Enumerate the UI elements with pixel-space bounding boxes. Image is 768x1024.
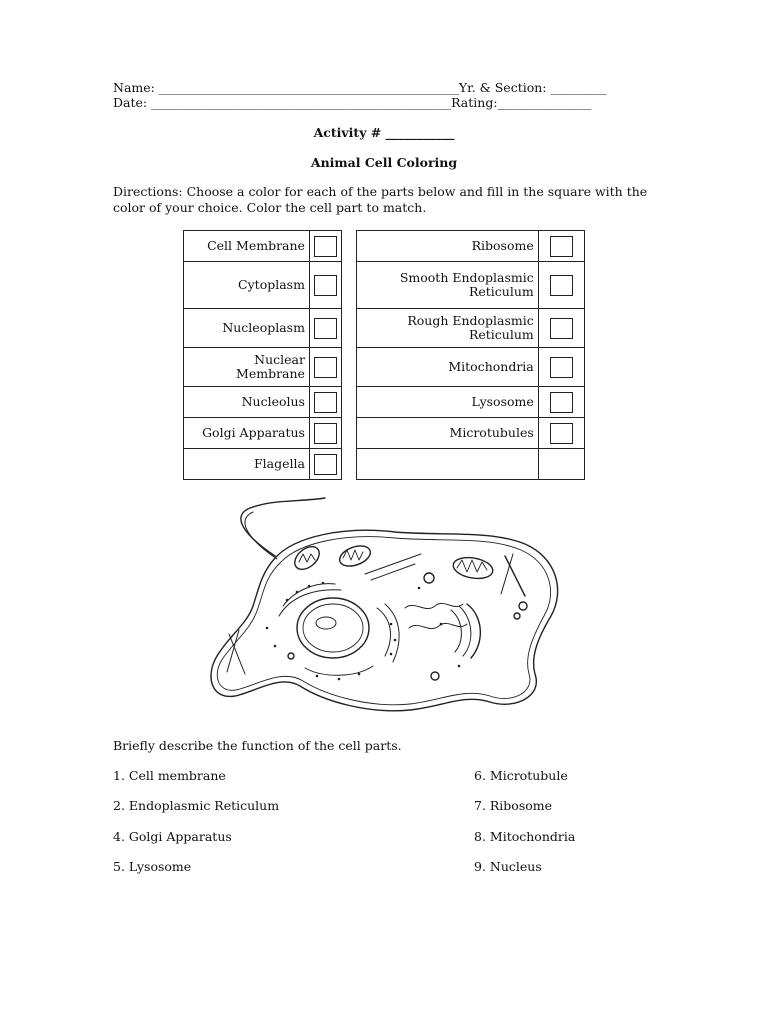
rating-blank: _______________ (497, 95, 592, 110)
cell-membrane-inner (217, 537, 550, 705)
vesicle-icon (514, 613, 520, 619)
table-row (184, 231, 585, 262)
yr-section-blank: _________ (550, 80, 607, 95)
color-square[interactable] (314, 454, 337, 475)
color-square-cell (309, 309, 342, 348)
part-label: Microtubules (357, 418, 539, 449)
smooth-er-icon (405, 603, 463, 608)
color-square[interactable] (314, 275, 337, 296)
table-row (184, 418, 585, 449)
golgi-cisterna (459, 606, 471, 656)
question-item: 2. Endoplasmic Reticulum (113, 798, 280, 813)
directions-text: Directions: Choose a color for each of the parts below and fill in the square with the color of your choice. Color the cell part to match. (113, 184, 648, 215)
microtubule-icon (505, 556, 525, 596)
activity-line (0, 125, 768, 140)
color-square[interactable] (550, 275, 573, 296)
rating-label: Rating: (451, 95, 498, 110)
vesicle-icon (288, 653, 294, 659)
color-square-cell (309, 418, 342, 449)
name-blank: ________________________________________________ (158, 80, 459, 95)
color-square[interactable] (314, 423, 337, 444)
nuclear-membrane-inner (303, 604, 363, 652)
color-square[interactable] (550, 392, 573, 413)
microtubule-line (371, 564, 415, 580)
color-square[interactable] (314, 236, 337, 257)
empty-cell (538, 449, 584, 480)
activity-blank: ___________ (385, 125, 455, 140)
part-label: Lysosome (357, 387, 539, 418)
worksheet-title: Animal Cell Coloring (310, 155, 458, 170)
date-label: Date: (113, 95, 148, 110)
table-divider (342, 262, 357, 309)
mitochondria-icon (290, 542, 323, 574)
lysosome-icon (424, 573, 434, 583)
part-label: Smooth Endoplasmic Reticulum (357, 262, 539, 309)
question-item: 4. Golgi Apparatus (113, 829, 232, 844)
color-square-cell (538, 262, 584, 309)
color-square[interactable] (314, 357, 337, 378)
part-label: Cytoplasm (184, 262, 310, 309)
color-square-cell (309, 449, 342, 480)
part-label: Ribosome (357, 231, 539, 262)
table-row (184, 309, 585, 348)
question-item: 8. Mitochondria (474, 829, 576, 844)
color-square[interactable] (314, 392, 337, 413)
part-label: Rough Endoplasmic Reticulum (357, 309, 539, 348)
color-square[interactable] (550, 357, 573, 378)
microtubule-line (365, 554, 421, 574)
cell-parts-table (183, 230, 585, 480)
color-square-cell (538, 309, 584, 348)
date-blank: ________________________________________________ (151, 95, 452, 110)
color-square-cell (538, 418, 584, 449)
question-item: 9. Nucleus (474, 859, 542, 874)
table-divider (342, 387, 357, 418)
color-square-cell (309, 348, 342, 387)
color-square-cell (309, 231, 342, 262)
part-label: Nucleoplasm (184, 309, 310, 348)
table-divider (342, 418, 357, 449)
part-label: Mitochondria (357, 348, 539, 387)
part-label: Nuclear Membrane (184, 348, 310, 387)
rough-er-arc (305, 666, 373, 675)
smooth-er-tube (409, 623, 467, 628)
color-square-cell (538, 348, 584, 387)
table-row (184, 387, 585, 418)
name-label: Name: (113, 80, 155, 95)
rough-er-arc (377, 608, 391, 656)
color-square[interactable] (550, 318, 573, 339)
activity-label: Activity # (313, 125, 382, 140)
color-square-cell (538, 231, 584, 262)
color-square-cell (309, 387, 342, 418)
questions-intro: Briefly describe the function of the cell parts. (113, 738, 402, 753)
nucleolus-icon (316, 617, 336, 629)
golgi-cisterna (451, 610, 461, 652)
color-square-cell (538, 387, 584, 418)
mitochondria-cristae (343, 550, 363, 560)
table-divider (342, 449, 357, 480)
table-divider (342, 309, 357, 348)
vesicle-icon (519, 602, 527, 610)
table-divider (342, 231, 357, 262)
table-row (184, 449, 585, 480)
color-square[interactable] (314, 318, 337, 339)
part-label: Flagella (184, 449, 310, 480)
color-square[interactable] (550, 423, 573, 444)
nucleus-icon (297, 598, 369, 658)
color-square[interactable] (550, 236, 573, 257)
golgi-apparatus-icon (467, 604, 480, 658)
color-square-cell (309, 262, 342, 309)
mitochondria-cristae (457, 560, 487, 572)
name-line (113, 80, 607, 95)
table-row (184, 348, 585, 387)
question-item: 5. Lysosome (113, 859, 192, 874)
animal-cell-diagram[interactable] (205, 496, 571, 714)
vesicle-icon (431, 672, 439, 680)
table-divider (342, 348, 357, 387)
mitochondria-icon (452, 555, 495, 582)
part-label-empty (357, 449, 539, 480)
part-label: Cell Membrane (184, 231, 310, 262)
microtubule-line (229, 634, 245, 674)
question-item: 7. Ribosome (474, 798, 553, 813)
question-item: 6. Microtubule (474, 768, 568, 783)
date-line (113, 95, 591, 110)
question-item: 1. Cell membrane (113, 768, 226, 783)
yr-section-label: Yr. & Section: (458, 80, 547, 95)
mitochondria-icon (337, 542, 373, 570)
part-label: Nucleolus (184, 387, 310, 418)
table-row (184, 262, 585, 309)
part-label: Golgi Apparatus (184, 418, 310, 449)
mitochondria-cristae (299, 554, 315, 562)
